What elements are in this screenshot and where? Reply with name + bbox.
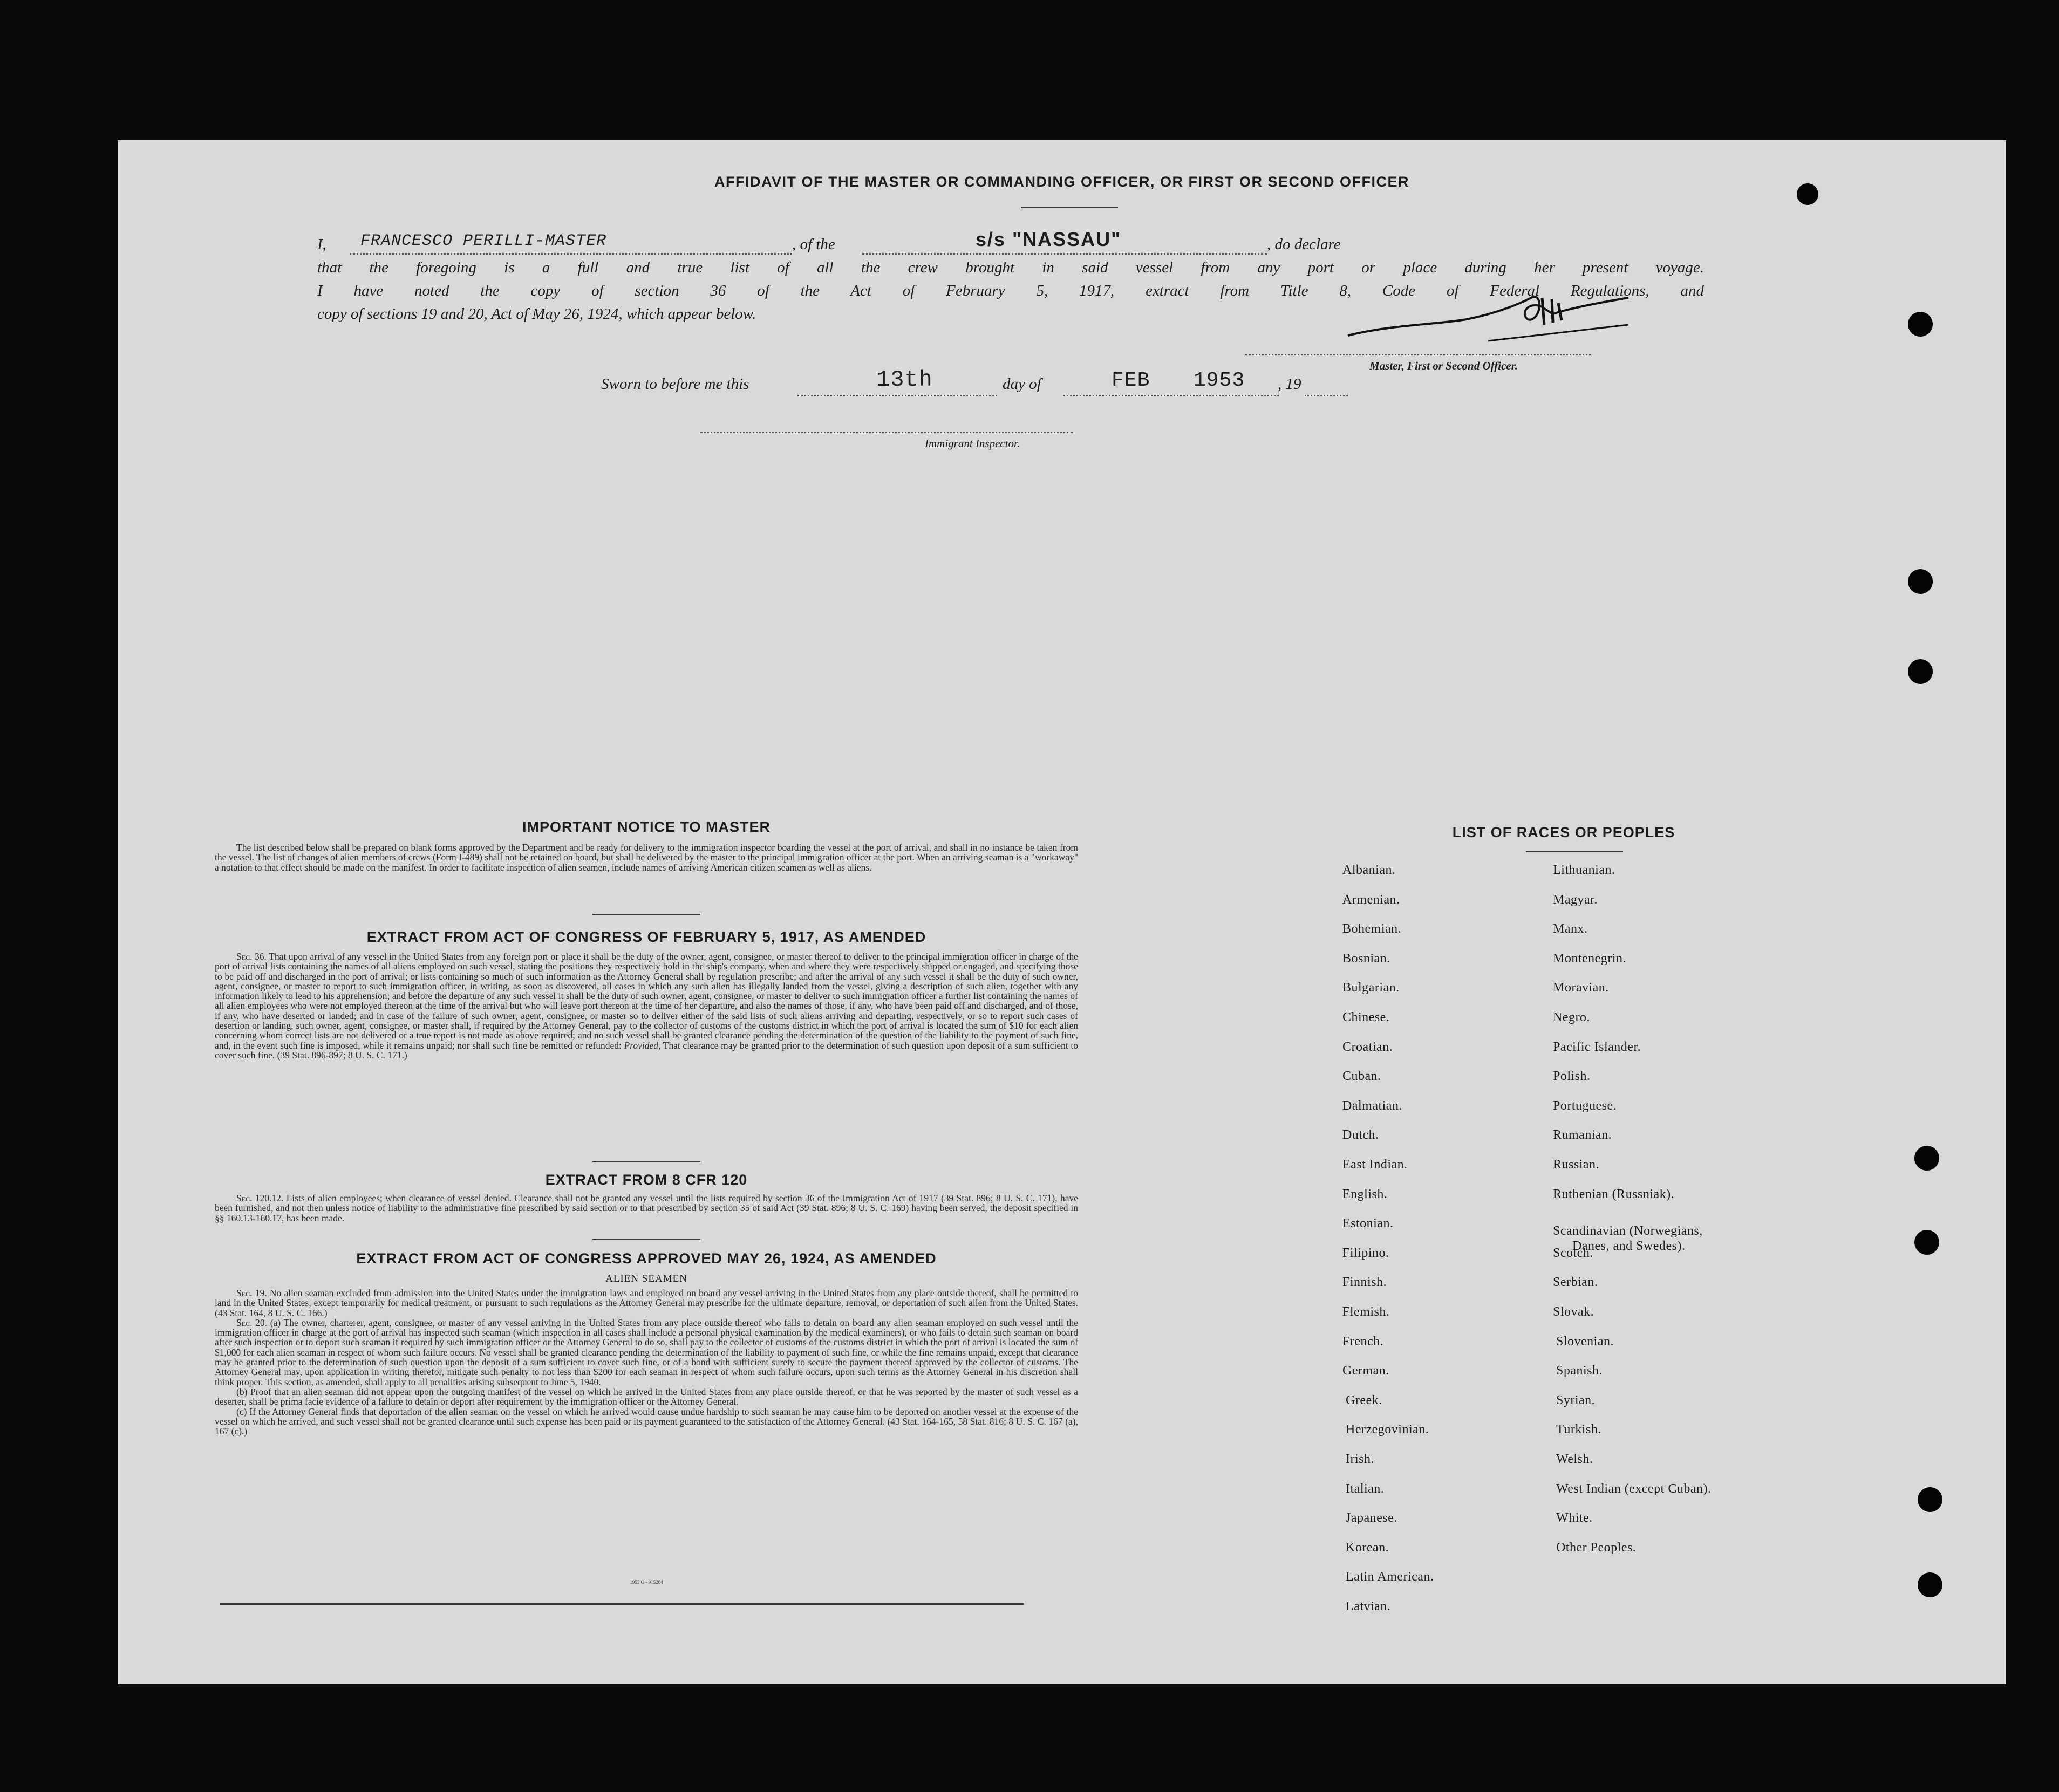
race-item: Flemish. bbox=[1342, 1305, 1390, 1319]
race-item: Spanish. bbox=[1556, 1364, 1603, 1378]
declaration-line-3: I have noted the copy of section 36 of the Act of February 5, 1917, extract from Title 8, Code of Federal Regulations, and bbox=[317, 282, 1704, 299]
race-item: Latvian. bbox=[1346, 1599, 1391, 1613]
notice-title: IMPORTANT NOTICE TO MASTER bbox=[522, 819, 771, 835]
race-item: Greek. bbox=[1346, 1393, 1382, 1407]
affidavit-form-page bbox=[118, 140, 2006, 1684]
race-item: Croatian. bbox=[1342, 1039, 1393, 1054]
extract-1924-title: EXTRACT FROM ACT OF CONGRESS APPROVED MAY 26, 1924, AS AMENDED bbox=[356, 1250, 937, 1267]
officer-name-field: FRANCESCO PERILLI-MASTER bbox=[360, 232, 607, 250]
binder-hole bbox=[1908, 659, 1933, 684]
binder-hole bbox=[1914, 1230, 1939, 1255]
race-item: Chinese. bbox=[1342, 1010, 1390, 1024]
binder-hole bbox=[1918, 1487, 1942, 1512]
race-item: Welsh. bbox=[1556, 1452, 1593, 1466]
race-item: Armenian. bbox=[1342, 892, 1400, 907]
race-item: Italian. bbox=[1346, 1481, 1385, 1496]
sec-36-label: Sec. 36. bbox=[236, 951, 267, 962]
sworn-day-line bbox=[797, 395, 997, 396]
section-divider bbox=[592, 1161, 700, 1162]
sworn-year-field: 1953 bbox=[1194, 369, 1245, 392]
race-item: Dutch. bbox=[1342, 1128, 1379, 1143]
race-item: Rumanian. bbox=[1553, 1128, 1612, 1143]
race-item: West Indian (except Cuban). bbox=[1556, 1481, 1712, 1496]
extract-1917-title: EXTRACT FROM ACT OF CONGRESS OF FEBRUARY 5, 1917, AS AMENDED bbox=[366, 929, 926, 945]
notice-paragraph: The list described below shall be prepared on blank forms approved by the Department and be ready for delivery to the immigration inspector boarding the vessel at the port of arrival, and shall in no instance be taken from the vessel. The list of changes of alien members of crews (Form I-489) shall not be retained on board, but shall be delivered by the master to the principal immigration officer at the port. When an arriving seaman is a "workaway" a notation to that effect should be made on the manifest. In order to facilitate inspection of alien seamen, include names of arriving American citizen seamen as well as aliens. bbox=[215, 842, 1078, 873]
race-item: Irish. bbox=[1346, 1452, 1374, 1466]
inspector-caption: Immigrant Inspector. bbox=[925, 437, 1020, 450]
race-item: Other Peoples. bbox=[1556, 1540, 1637, 1555]
vessel-name-field: s/s "NASSAU" bbox=[976, 228, 1122, 250]
title-divider bbox=[1021, 207, 1118, 208]
sec-120-label: Sec. 120.12. bbox=[236, 1193, 284, 1203]
section-divider bbox=[592, 914, 700, 915]
affidavit-title: AFFIDAVIT OF THE MASTER OR COMMANDING OFFICER, OR FIRST OR SECOND OFFICER bbox=[714, 174, 1409, 190]
race-item: Slovenian. bbox=[1556, 1334, 1614, 1349]
race-item: White. bbox=[1556, 1511, 1593, 1526]
sec-36-text: That upon arrival of any vessel in the United States from any foreign port or place it shall be the duty of the owner, agent, consignee, or master thereof to deliver to the principal immigration officer in charge of the port of arrival lists containing the names of all aliens employed on such vessel, stating the positions they respectively hold in the ship's company, when and where they were respectively shipped or engaged, and specifying those to be paid off and discharged in the port of arrival; or lists containing so much of such information as the Attorney General shall by regulation prescribe; and after the arrival of any such vessel it shall be the duty of such owner, agent, consignee, or master to report to such immigration officer, in writing, as soon as discovered, all cases in which any such alien has illegally landed from the vessel, giving a description of such alien, together with any information likely to lead to his apprehension; and before the departure of any such vessel it shall be the duty of such owner, agent, consignee, or master to deliver to such immigration officer a further list containing the names of all alien employees who were not employed thereon at the time of the arrival but who will leave port thereon at the time of her departure, and also the names of those, if any, who have been paid off and discharged, and of those, if any, who have deserted or landed; and in case of the failure of such owner, agent, consignee, or master so to deliver either of the said lists of such aliens arriving and departing, respectively, or so to report such cases of desertion or landing, such owner, agent, consignee, or master shall, if required by the Attorney General, pay to the collector of customs of the customs district in which the port of arrival is located the sum of $10 for each alien concerning whom correct lists are not delivered or a true report is not made as above required; and no such vessel shall be granted clearance pending the determination of the question of the liability to the payment of such fine, and, in the event such fine is imposed, while it remains unpaid; nor shall such fine be remitted or refunded: bbox=[215, 951, 1078, 1051]
race-item: Pacific Islander. bbox=[1553, 1039, 1641, 1054]
binder-hole bbox=[1908, 312, 1933, 337]
declaration-line-1 bbox=[317, 228, 1709, 256]
extract-1917-text bbox=[215, 952, 1078, 1060]
i-label: I, bbox=[317, 236, 326, 253]
sec-19-label: Sec. 19. bbox=[236, 1288, 267, 1298]
year-prefix-label: , 19 bbox=[1278, 375, 1301, 393]
race-item: Turkish. bbox=[1556, 1422, 1601, 1437]
sec-20c-text: (c) If the Attorney General finds that deportation of the alien seaman on the vessel on which he arrived would cause undue hardship to such seaman he may cause him to be deported on another vessel at the expense of the vessel on which he arrived, and such vessel shall not be granted clearance until such expense has been paid or its payment guaranteed to the satisfaction of the Attorney General. (43 Stat. 164-165, 58 Stat. 816; 8 U. S. C. 167 (a), 167 (c).) bbox=[215, 1406, 1078, 1437]
day-of-label: day of bbox=[1003, 375, 1041, 393]
race-item: Lithuanian. bbox=[1553, 863, 1615, 877]
binder-hole bbox=[1914, 1146, 1939, 1171]
sec-36-text-end: That clearance may be granted prior to the determination of such question upon deposit of a sum sufficient to cover such fine. (39 Stat. 896-897; 8 U. S. C. 171.) bbox=[215, 1039, 1079, 1061]
sworn-month-line bbox=[1063, 395, 1279, 396]
race-item: Herzegovinian. bbox=[1346, 1422, 1429, 1437]
notice-text bbox=[215, 843, 1078, 872]
race-item: Japanese. bbox=[1346, 1511, 1397, 1526]
race-item: French. bbox=[1342, 1334, 1384, 1349]
race-item: Latin American. bbox=[1346, 1570, 1434, 1584]
race-item: Korean. bbox=[1346, 1540, 1389, 1555]
sec-20a-text: (a) The owner, charterer, agent, consignee, or master of any vessel arriving in the United States from any place outside thereof who fails to detain on board any alien seaman employed on such vessel until the immigration officer in charge at the port of arrival has inspected such seaman (which inspection in all cases shall include a personal physical examination by the medical examiners), or who fails to detain such seaman on board after such inspection or to deport such seaman if required by such immigration officer or the Attorney General to do so, shall pay to the collector of customs of the customs district in which the port of arrival is located the sum of $1,000 for each alien seaman in respect of whom such failure occurs. No vessel shall be granted clearance pending the determination of the liability to payment of such fine, or while the fine remains unpaid, except that clearance may be granted prior to the determination of such question upon the deposit of a sum sufficient to cover such fine, or of a bond with sufficient surety to secure the payment thereof approved by the collector of customs. The Attorney General may, upon application in writing therefor, mitigate such penalty to not less than $200 for each seaman in respect of whom such failure occurs, upon such terms as the Attorney General in his discretion shall think proper. This section, as amended, shall apply to all penalities arising subsequent to June 5, 1940. bbox=[215, 1317, 1078, 1387]
race-item: German. bbox=[1342, 1364, 1389, 1378]
signature-caption: Master, First or Second Officer. bbox=[1369, 359, 1518, 372]
sec-19-text: No alien seaman excluded from admission into the United States under the immigration laws and employed on board any vessel arriving in the United States from any place outside thereof, shall be permitted to land in the United States, except temporarily for medical treatment, or pursuant to such regulations as the Attorney General may prescribe for the ultimate departure, removal, or deportation of such alien from the United States. (43 Stat. 164, 8 U. S. C. 166.) bbox=[215, 1288, 1079, 1318]
race-item: Bohemian. bbox=[1342, 922, 1402, 936]
race-item: Slovak. bbox=[1553, 1305, 1594, 1319]
race-item: Cuban. bbox=[1342, 1069, 1381, 1084]
master-signature bbox=[1326, 287, 1672, 352]
sec-20-label: Sec. 20. bbox=[236, 1317, 268, 1328]
sworn-day-field: 13th bbox=[876, 367, 933, 393]
race-item: Serbian. bbox=[1553, 1275, 1598, 1290]
races-title: LIST OF RACES OR PEOPLES bbox=[1452, 824, 1675, 840]
race-item: Montenegrin. bbox=[1553, 951, 1626, 966]
race-item: Polish. bbox=[1553, 1069, 1591, 1084]
race-item: Syrian. bbox=[1556, 1393, 1596, 1407]
sworn-label: Sworn to before me this bbox=[601, 375, 749, 393]
sec-20b-text: (b) Proof that an alien seaman did not appear upon the outgoing manifest of the vessel on which he arrived in the United States from any place outside thereof, or that he was reported by the master of such vessel as a deserter, shall be prima facie evidence of a failure to detain or deport after requirement by the immigration officer or the Attorney General. bbox=[215, 1386, 1078, 1407]
race-item: Magyar. bbox=[1553, 892, 1598, 907]
cfr-title: EXTRACT FROM 8 CFR 120 bbox=[545, 1172, 748, 1188]
race-item: Moravian. bbox=[1553, 981, 1609, 995]
year-suffix-line bbox=[1305, 395, 1348, 396]
race-item: Danes, and Swedes). bbox=[1572, 1239, 1686, 1254]
race-item: Russian. bbox=[1553, 1158, 1600, 1172]
race-item: Scandinavian (Norwegians, bbox=[1553, 1224, 1703, 1239]
declaration-line-2: that the foregoing is a full and true list of all the crew brought in said vessel from any port or place during her present voyage. bbox=[317, 259, 1704, 276]
race-item: Filipino. bbox=[1342, 1246, 1389, 1260]
race-item: Bosnian. bbox=[1342, 951, 1390, 966]
extract-1924-text bbox=[215, 1288, 1078, 1436]
bottom-rule bbox=[220, 1603, 1024, 1605]
race-item: East Indian. bbox=[1342, 1158, 1408, 1172]
race-item: English. bbox=[1342, 1187, 1388, 1201]
do-declare-label: , do declare bbox=[1267, 236, 1341, 253]
of-the-label: , of the bbox=[792, 236, 835, 253]
alien-seamen-subtitle: ALIEN SEAMEN bbox=[605, 1273, 687, 1284]
race-item: Scotch. bbox=[1553, 1246, 1593, 1260]
binder-hole bbox=[1908, 569, 1933, 594]
race-item: Portuguese. bbox=[1553, 1098, 1617, 1113]
race-item: Negro. bbox=[1553, 1010, 1590, 1024]
section-divider bbox=[592, 1239, 700, 1240]
race-item: Estonian. bbox=[1342, 1216, 1394, 1231]
sworn-month-field: FEB bbox=[1112, 369, 1150, 392]
race-item: Manx. bbox=[1553, 922, 1588, 936]
cfr-text bbox=[215, 1193, 1078, 1223]
race-item: Dalmatian. bbox=[1342, 1098, 1402, 1113]
inspector-signature-line bbox=[700, 432, 1073, 433]
race-item: Ruthenian (Russniak). bbox=[1553, 1187, 1675, 1201]
race-item: Finnish. bbox=[1342, 1275, 1387, 1290]
races-title-divider bbox=[1526, 851, 1623, 852]
provided-word: Provided, bbox=[624, 1039, 661, 1051]
race-item: Albanian. bbox=[1342, 863, 1396, 877]
sec-120-text: Lists of alien employees; when clearance of vessel denied. Clearance shall not be granted any vessel until the lists required by section 36 of the Immigration Act of 1917 (39 Stat. 896; 8 U. S. C. 171), have been furnished, and not then unless notice of liability to the administrative fine prescribed by said section or to that prescribed by section 35 of said Act (39 Stat. 896; 8 U. S. C. 169) having been served, the deposit specified in §§ 160.13-160.17, has been made. bbox=[215, 1193, 1078, 1223]
print-code: 1953 O - 915204 bbox=[630, 1579, 663, 1585]
binder-hole bbox=[1918, 1572, 1942, 1597]
signature-line bbox=[1245, 354, 1591, 355]
race-item: Bulgarian. bbox=[1342, 981, 1400, 995]
declaration-line-4: copy of sections 19 and 20, Act of May 26, 1924, which appear below. bbox=[317, 305, 756, 323]
